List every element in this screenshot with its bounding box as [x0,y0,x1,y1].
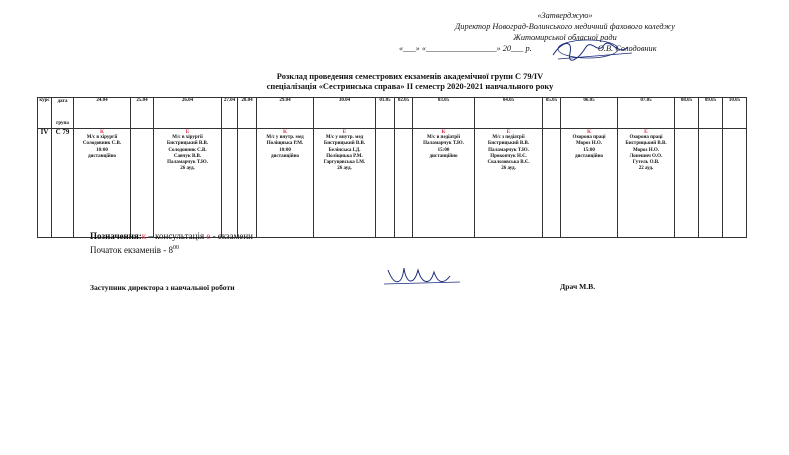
schedule-cell [74,129,131,238]
header-date: 09.05 [699,98,723,129]
header-date: 08.05 [675,98,699,129]
schedule-entry [475,129,542,172]
entry-line: Прокопчук Н.Є. [490,153,527,159]
entry-type: К [283,129,287,135]
header-date: 04.05 [475,98,543,129]
header-date: 30.04 [314,98,376,129]
entry-line: Поліщнька Р.М. [326,153,363,159]
entry-line: дистанційно [87,153,117,159]
approval-name: О.В. Солодовник [597,44,657,53]
schedule-cell [618,129,675,238]
entry-line: М/с в хірургії [172,135,203,141]
entry-line: Охорона праці [629,135,663,141]
entry-line: 15:00 [583,147,595,153]
legend-start-text: Початок екзаменів - 8 [90,245,174,255]
legend-e-letter: е [206,231,211,241]
entry-line: Бистрицький В.В. [625,141,667,147]
header-date: 07.05 [618,98,675,129]
entry-line: Белінська І.Д. [328,147,361,153]
legend-line [90,230,253,242]
header-data: дата [57,99,68,104]
entry-line: Охорона праці [572,135,606,141]
approval-position-line2: Житомирської обласної ради [513,33,617,42]
header-date: 01.05 [376,98,395,129]
entry-line: Гаргуцовська І.М. [323,160,366,166]
header-date: 28.04 [238,98,257,129]
director-signature-icon [548,35,638,65]
entry-line: М/с у внутр. мед [266,135,304,141]
schedule-entry [314,129,375,172]
header-date: 27.04 [222,98,238,129]
entry-line: 15:00 [437,147,450,153]
entry-line: Мороз Н.О. [633,147,659,153]
schedule-cell [723,129,747,238]
entry-line: Лопешич О.О. [629,153,663,159]
schedule-cell [413,129,475,238]
entry-line: Савчук В.В. [173,153,202,159]
cell-kurs: IV [38,129,52,238]
entry-line: Бистрицький В.В. [166,141,209,147]
header-grupa: група [56,120,69,126]
header-kurs: курс [38,98,52,129]
entry-line: дистанційно [574,153,604,159]
entry-line: 22 ауд. [638,166,654,172]
footer-deputy: Заступник директора з навчальної роботи [90,283,235,292]
footer-name: Драч М.В. [560,282,596,291]
entry-line: Мороз Н.О. [576,141,602,147]
table-row [38,129,747,238]
header-date: 29.04 [257,98,314,129]
entry-line: Скалозовська В.Є. [487,160,530,166]
legend-e-text: - екзамени [210,231,253,241]
entry-line: Бистрицький В.В. [487,141,530,147]
entry-line: дистанційно [429,153,458,159]
entry-line: М/с у внутр. мед [325,135,364,141]
entry-line: Солодовник С.В. [168,147,207,153]
schedule-cell [222,129,238,238]
approval-position-line1: Директор Новоград-Волинського медичний фахового коледжу [455,22,675,31]
entry-line: Поліщнька Р.М. [266,141,304,147]
schedule-entry [154,129,221,172]
entry-line: 26 ауд. [501,166,516,172]
schedule-entry [257,129,313,160]
title-line1: Розклад проведення семестрових екзаменів академічної групи С 79/IV [276,72,544,81]
schedule-entry [618,129,674,172]
entry-line: Паламарчук Т.Ю. [167,160,208,166]
schedule-cell [376,129,395,238]
entry-type: К [441,129,446,135]
entry-type: Е [342,129,347,135]
schedule-cell [561,129,618,238]
approval-date-line: «___» «_________________» 20___ р. [399,44,532,53]
legend-k-text: – консультація [146,231,207,241]
entry-type: Е [506,129,511,135]
legend [90,230,253,256]
header-date: 24.04 [74,98,131,129]
header-date: 03.05 [413,98,475,129]
entry-line: М/с в педіатрії [427,135,460,141]
schedule-cell [154,129,222,238]
document-title [150,72,670,92]
schedule-cell [395,129,413,238]
entry-type: К [587,129,591,135]
schedule-cell [257,129,314,238]
entry-line: Гутель О.В. [632,160,660,166]
header-date: 10.05 [723,98,747,129]
entry-line: М/с в хірургії [86,135,118,141]
legend-start-sup: 00 [173,245,180,251]
header-date: 05.05 [543,98,561,129]
schedule-entry [413,129,474,160]
cell-group: С 79 [52,129,74,238]
entry-line: дистанційно [270,153,300,159]
schedule-cell [543,129,561,238]
entry-line: 10:00 [279,147,291,153]
schedule-entry [74,129,130,160]
entry-line: Бистрицький В.В. [323,141,366,147]
entry-line: 26 ауд. [180,166,195,172]
legend-label: Позначення: [90,231,142,241]
header-date: 26.04 [154,98,222,129]
table-header-row [38,98,747,129]
exam-schedule-table [37,97,747,238]
entry-type: Е [644,129,648,135]
legend-start-line [90,242,253,256]
approval-heading: «Затверджую» [537,11,593,20]
entry-line: 10:00 [96,147,108,153]
entry-line: Паламарчук Т.Ю. [423,141,464,147]
schedule-cell [238,129,257,238]
schedule-entry [561,129,617,160]
schedule-cell [475,129,543,238]
entry-line: Паламарчук Т.Ю. [488,147,529,153]
header-data-group [52,98,74,129]
entry-line: Солодовник С.В. [82,141,122,147]
deputy-signature-icon [380,262,465,292]
header-date: 25.04 [131,98,154,129]
schedule-cell [314,129,376,238]
entry-line: 26 ауд. [337,166,352,172]
header-date: 02.05 [395,98,413,129]
entry-type: К [100,129,104,135]
header-date: 06.05 [561,98,618,129]
title-line2: спеціалізація «Сестринська справа» ІІ семестр 2020-2021 навчального року [266,82,554,91]
legend-k-letter: к [141,231,147,241]
schedule-cell [675,129,699,238]
entry-line: М/с з педіатрії [492,135,525,141]
entry-type: Е [185,129,190,135]
schedule-cell [699,129,723,238]
schedule-cell [131,129,154,238]
